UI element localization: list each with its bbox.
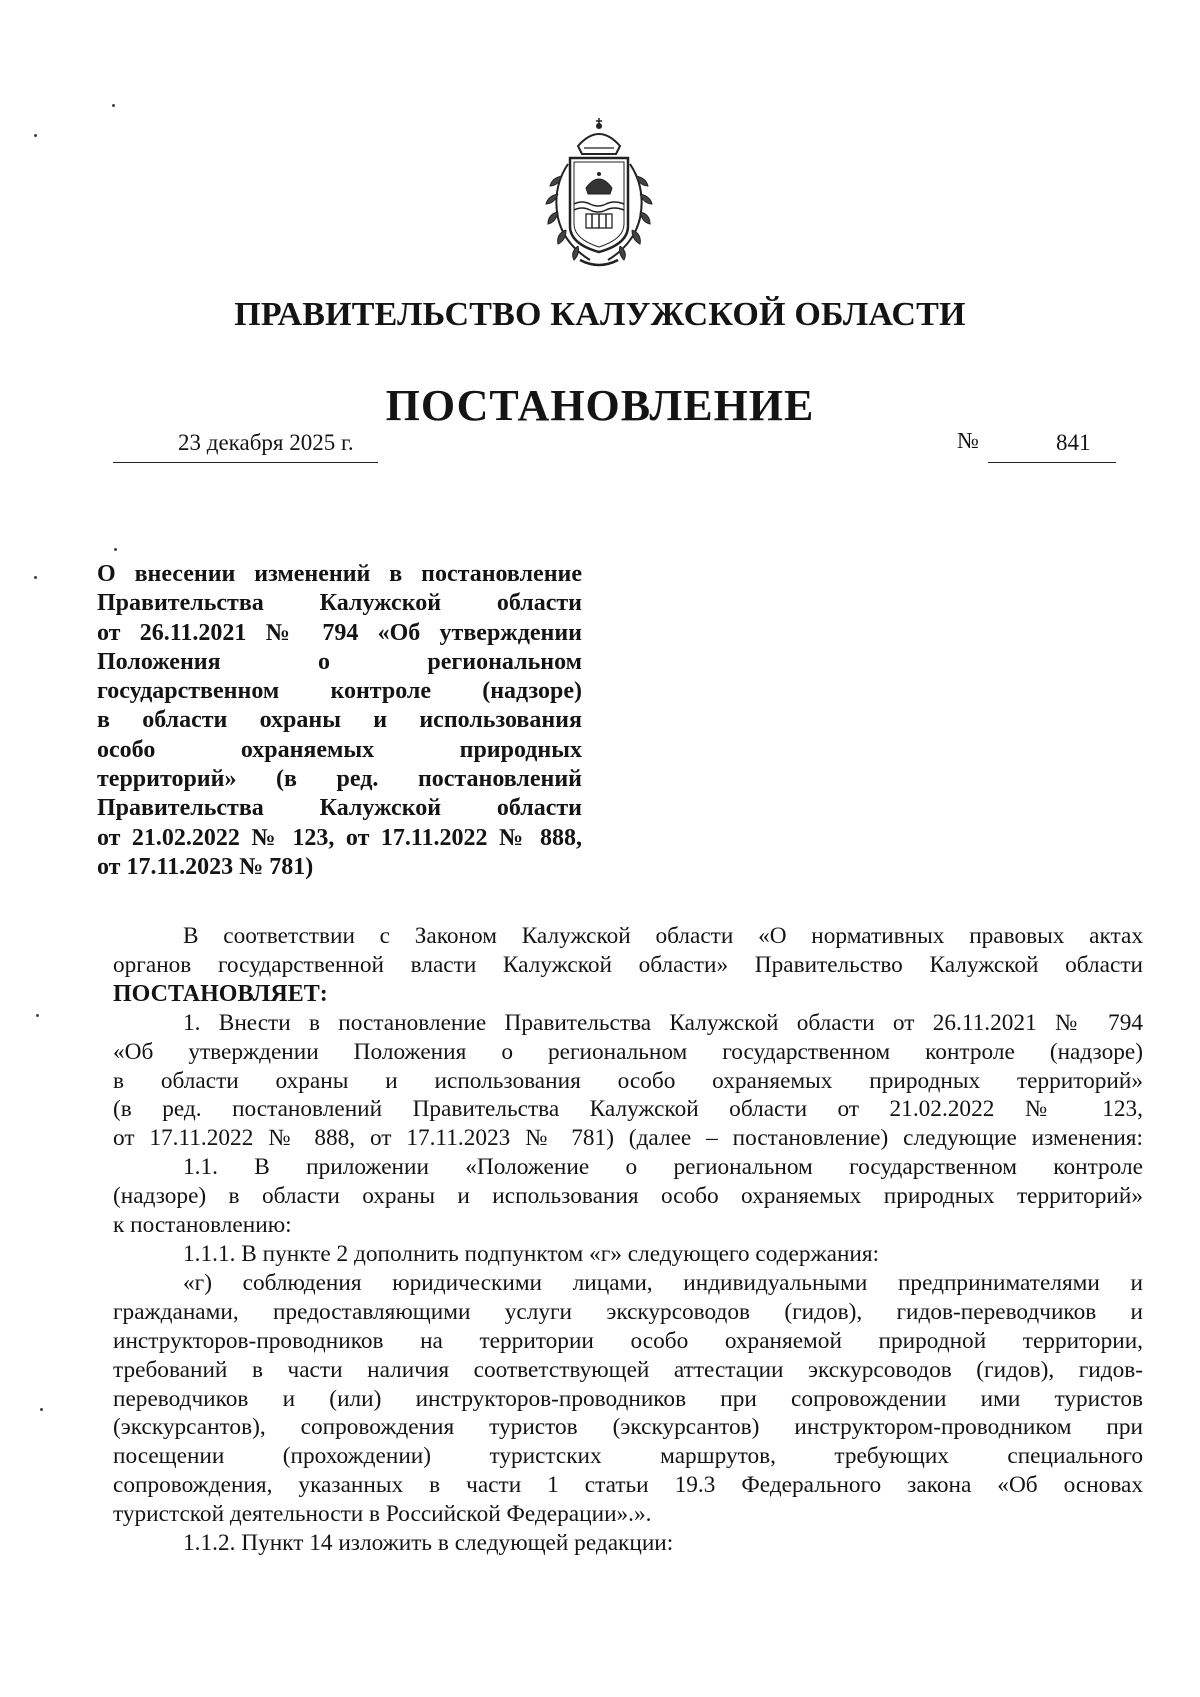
body-line: В соответствии с Законом Калужской области «О нормативных правовых актах xyxy=(183,923,1143,949)
scan-speck xyxy=(36,1014,39,1017)
body-line: посещении (прохождении) туристских маршрутов, требующих специального xyxy=(113,1443,1143,1470)
body-line: от 17.11.2022 № 888, от 17.11.2023 № 781) (далее – постановление) следующие изменения: xyxy=(113,1125,1143,1152)
body-line: органов государственной власти Калужской области» Правительство Калужской области xyxy=(113,951,1143,978)
date-field xyxy=(113,428,378,463)
scan-speck xyxy=(34,134,37,137)
body-line: к постановлению: xyxy=(113,1212,292,1239)
subject-line: О внесении изменений в постановление xyxy=(97,561,582,587)
body-line: инструкторов-проводников на территории особо охраняемой природной территории, xyxy=(113,1327,1143,1354)
scan-speck xyxy=(112,104,115,107)
subject-line: Положения о региональном xyxy=(97,648,582,675)
number-sign: № xyxy=(957,428,979,453)
document-date: 23 декабря 2025 г. xyxy=(178,430,354,455)
body-line: «Об утверждении Положения о региональном государственном контроле (надзоре) xyxy=(113,1038,1143,1065)
resolves-heading: ПОСТАНОВЛЯЕТ: xyxy=(113,980,328,1007)
body-line: в области охраны и использования особо охраняемых природных территорий» xyxy=(113,1067,1143,1094)
document-subject xyxy=(97,560,582,882)
body-line: туристской деятельности в Российской Федерации».». xyxy=(113,1501,652,1528)
subject-line: от 26.11.2021 № 794 «Об утверждении xyxy=(97,619,582,646)
body-line: 1. Внести в постановление Правительства Калужской области от 26.11.2021 № 794 xyxy=(183,1009,1143,1036)
body-line: «г) соблюдения юридическими лицами, индивидуальными предпринимателями и xyxy=(183,1269,1143,1296)
number-field xyxy=(988,428,1116,463)
subject-line: особо охраняемых природных xyxy=(97,736,582,763)
body-line: требований в части наличия соответствующей аттестации экскурсоводов (гидов), гидов- xyxy=(113,1356,1143,1383)
body-line: переводчиков и (или) инструкторов-проводников при сопровождении ими туристов xyxy=(113,1385,1143,1412)
scan-speck xyxy=(40,1408,43,1411)
scan-speck xyxy=(114,548,117,551)
body-line: гражданами, предоставляющими услуги экскурсоводов (гидов), гидов-переводчиков и xyxy=(113,1298,1143,1325)
coat-of-arms-icon xyxy=(540,118,658,270)
scan-speck xyxy=(34,576,37,579)
subject-line: от 17.11.2023 № 781) xyxy=(97,853,314,880)
body-line: 1.1.1. В пункте 2 дополнить подпунктом «г» следующего содержания: xyxy=(183,1240,880,1267)
body-line: 1.1.2. Пункт 14 изложить в следующей редакции: xyxy=(183,1530,674,1557)
body-line: (в ред. постановлений Правительства Калужской области от 21.02.2022 № 123, xyxy=(113,1096,1143,1123)
subject-line: в области охраны и использования xyxy=(97,707,582,734)
body-line: (надзоре) в области охраны и использования особо охраняемых природных территорий» xyxy=(113,1183,1143,1210)
subject-line: государственном контроле (надзоре) xyxy=(97,678,582,705)
document-body xyxy=(113,922,1143,1558)
subject-line: Правительства Калужской области xyxy=(97,795,582,822)
body-line: сопровождения, указанных в части 1 статьи 19.3 Федерального закона «Об основах xyxy=(113,1472,1143,1499)
document-number: 841 xyxy=(1056,430,1091,455)
subject-line: от 21.02.2022 № 123, от 17.11.2022 № 888, xyxy=(97,824,582,851)
subject-line: Правительства Калужской области xyxy=(97,590,582,617)
body-line: 1.1. В приложении «Положение о региональном государственном контроле xyxy=(183,1154,1143,1181)
subject-line: территорий» (в ред. постановлений xyxy=(97,766,582,793)
organization-title: ПРАВИТЕЛЬСТВО КАЛУЖСКОЙ ОБЛАСТИ xyxy=(234,296,966,333)
document-type-title: ПОСТАНОВЛЕНИЕ xyxy=(385,381,815,430)
body-line: (экскурсантов), сопровождения туристов (экскурсантов) инструктором-проводником при xyxy=(113,1414,1143,1441)
